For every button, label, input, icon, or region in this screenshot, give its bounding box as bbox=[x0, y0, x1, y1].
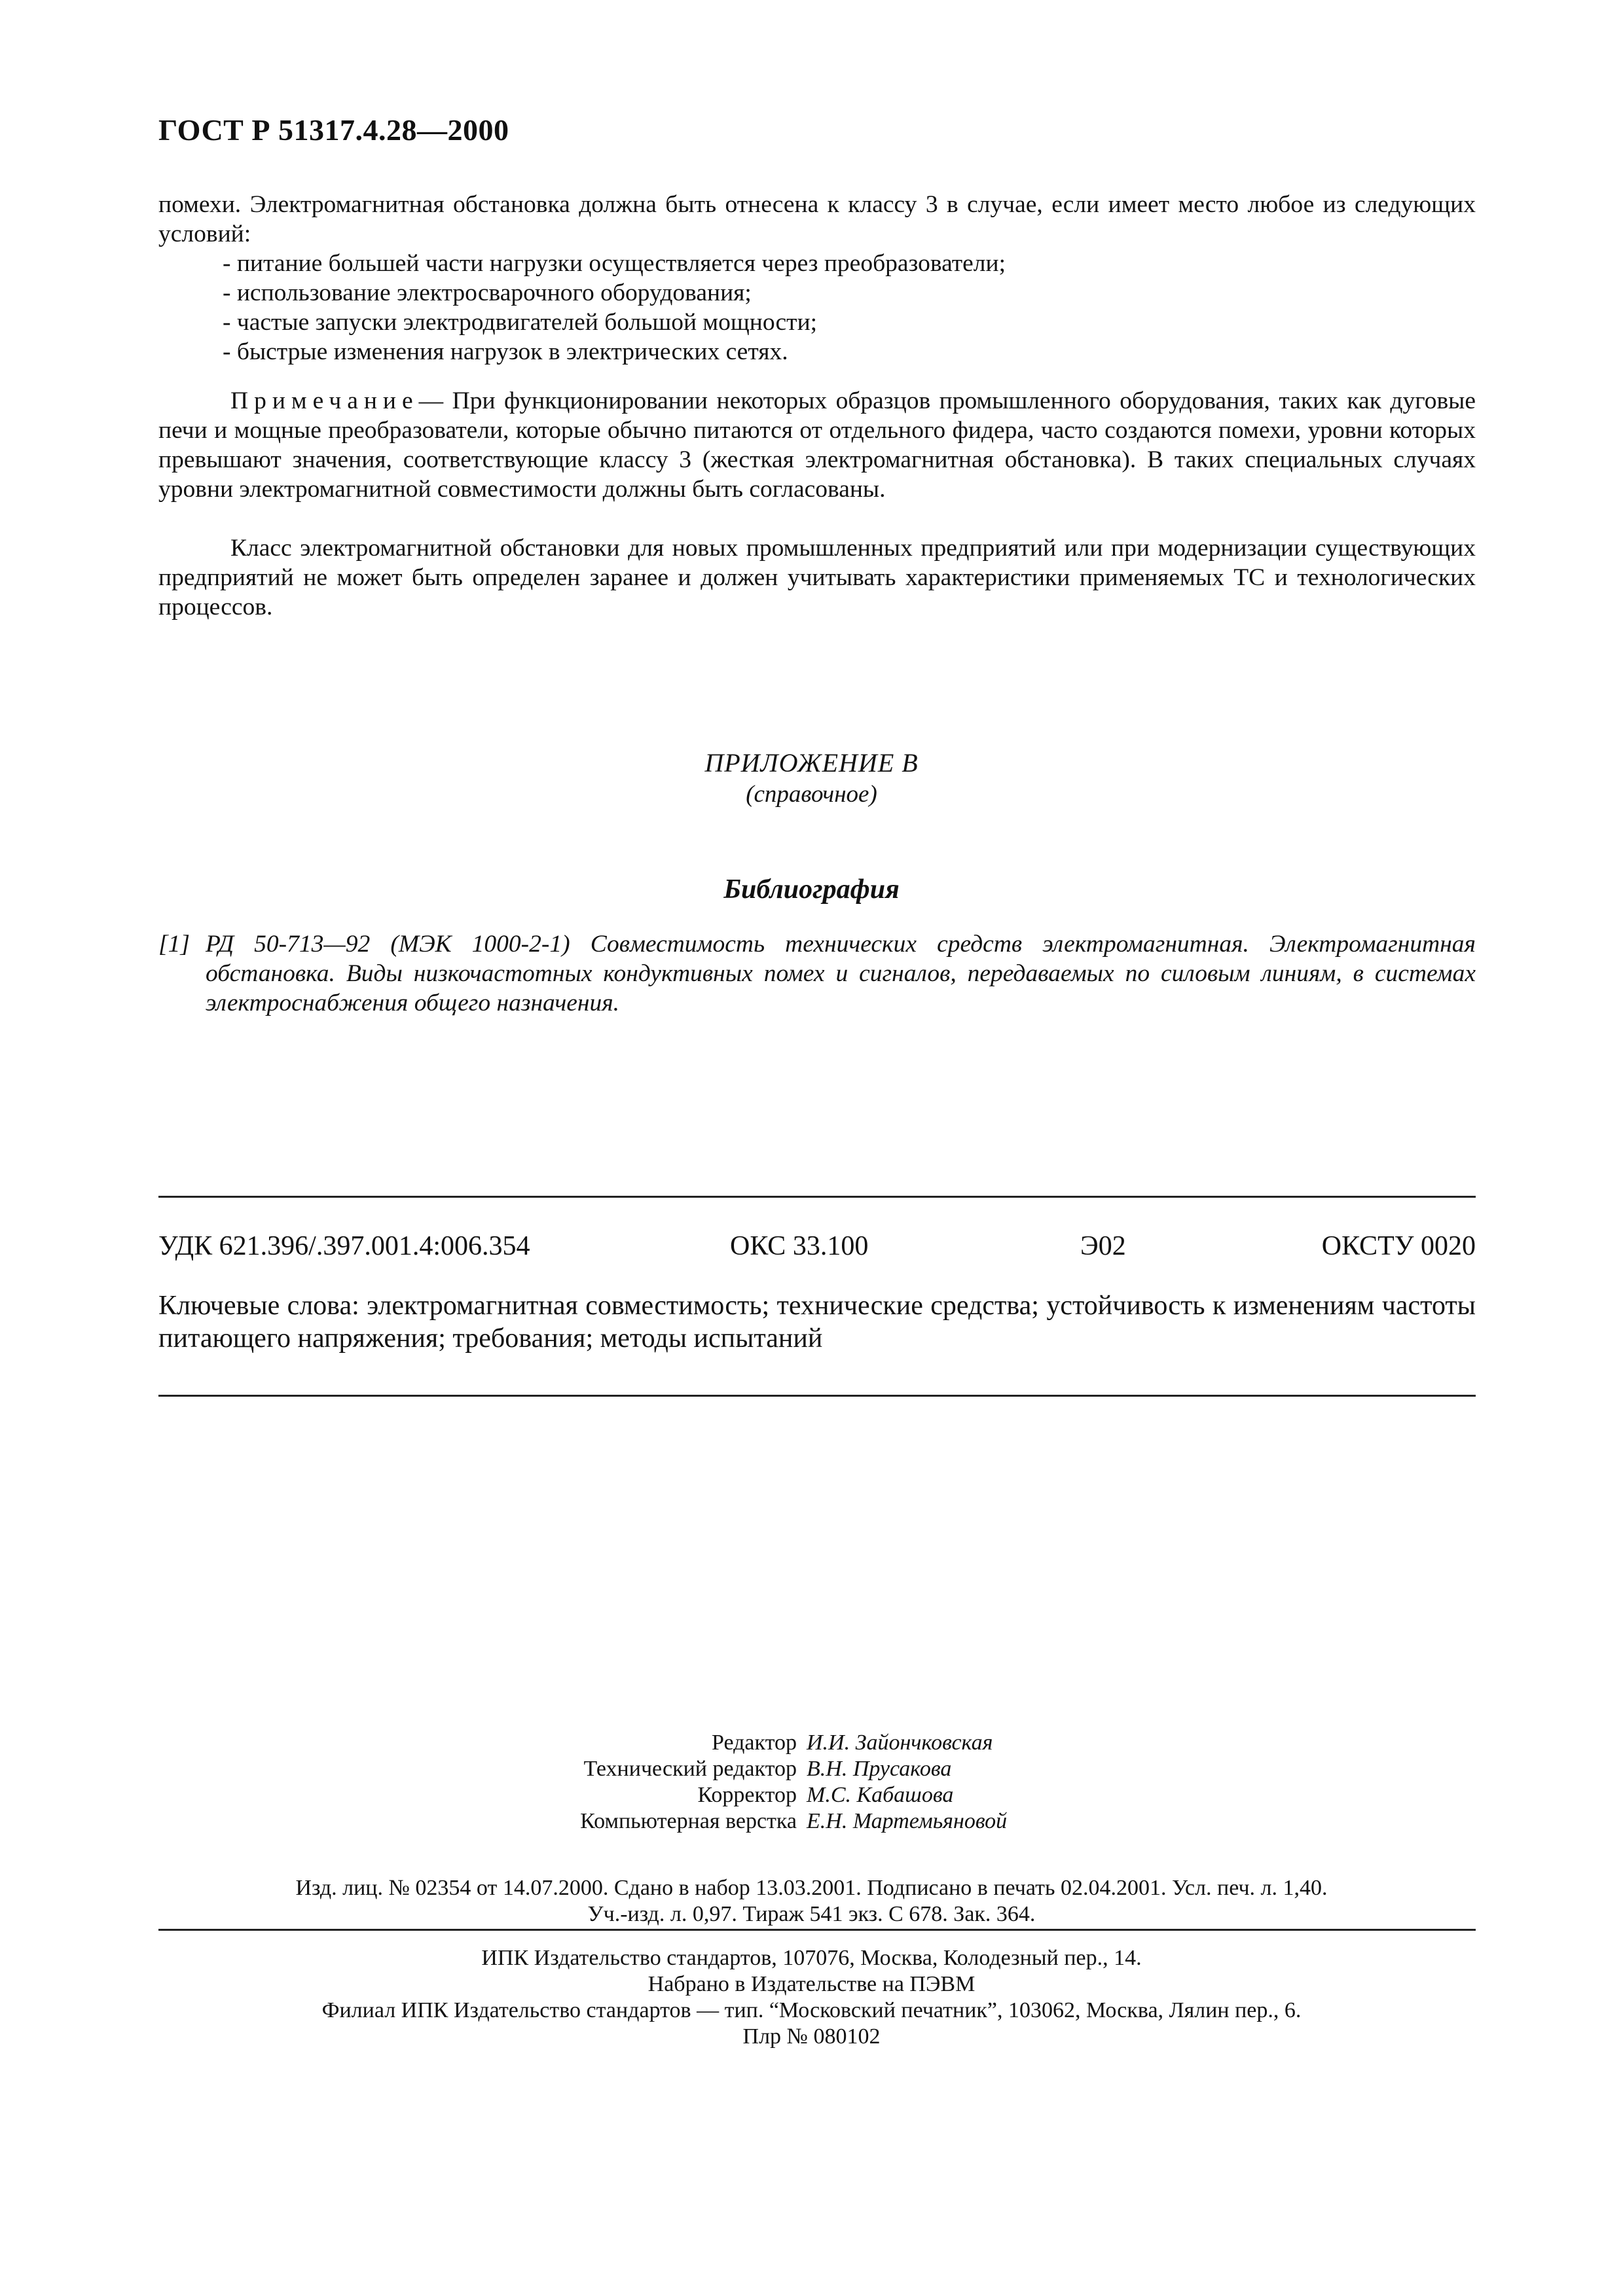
list-item: - питание большей части нагрузки осуществляется через преобразователи; bbox=[223, 250, 1006, 277]
credit-line bbox=[0, 1782, 1623, 1808]
credit-name: М.С. Кабашова bbox=[807, 1783, 954, 1807]
credit-line bbox=[0, 1756, 1623, 1782]
divider bbox=[158, 1196, 1476, 1198]
document-header: ГОСТ Р 51317.4.28—2000 bbox=[158, 113, 509, 147]
bibliography-title: Библиография bbox=[723, 874, 900, 905]
note-label: Примечание bbox=[230, 387, 419, 414]
credit-name: Е.Н. Мартемьяновой bbox=[807, 1809, 1008, 1833]
okstu-code: ОКСТУ 0020 bbox=[1321, 1231, 1476, 1261]
imprint-line: Набрано в Издательстве на ПЭВМ bbox=[647, 1972, 976, 1996]
udk-code: УДК 621.396/.397.001.4:006.354 bbox=[158, 1231, 530, 1261]
credit-role: Компьютерная верстка bbox=[580, 1809, 797, 1833]
divider bbox=[158, 1395, 1476, 1397]
bibliography-item-number: [1] bbox=[158, 931, 190, 958]
credits-block bbox=[0, 1730, 1623, 1835]
list-item: - частые запуски электродвигателей большой мощности; bbox=[223, 309, 818, 336]
conditions-list bbox=[223, 249, 1006, 367]
oks-code: ОКС 33.100 bbox=[730, 1231, 869, 1261]
bibliography-item-text: РД 50-713—92 (МЭК 1000-2-1) Совместимость технических средств электромагнитная. Электромагнитная обстановка. Виды низкочастотных кондуктивных помех и сигналов, передаваемых по силовым линиям, в системах электроснабжения общего назначения. bbox=[206, 931, 1476, 1016]
note-text: — При функционировании некоторых образцов промышленного оборудования, таких как дуговые печи и мощные преобразователи, которые обычно питаются от отдельного фидера, часто создаются помехи, уровни которых превышают значения, соответствующие классу 3 (жесткая электромагнитная обстановка). В таких специальных случаях уровни электромагнитной совместимости должны быть согласованы. bbox=[158, 387, 1476, 503]
publication-info-line: Изд. лиц. № 02354 от 14.07.2000. Сдано в набор 13.03.2001. Подписано в печать 02.04.2001. Усл. печ. л. 1,40. bbox=[295, 1876, 1328, 1900]
credit-role: Технический редактор bbox=[583, 1757, 797, 1781]
imprint-block bbox=[0, 1945, 1623, 2050]
credit-line bbox=[0, 1808, 1623, 1835]
e-code: Э02 bbox=[1080, 1231, 1126, 1261]
note-paragraph bbox=[158, 386, 1476, 504]
credit-name: И.И. Зайончковская bbox=[807, 1731, 993, 1755]
paragraph-class: Класс электромагнитной обстановки для новых промышленных предприятий или при модернизации существующих предприятий не может быть определен заранее и должен учитывать характеристики применяемых ТС и технологических процессов. bbox=[158, 535, 1476, 620]
keywords: Ключевые слова: электромагнитная совместимость; технические средства; устойчивость к изменениям частоты питающего напряжения; требования; методы испытаний bbox=[158, 1291, 1476, 1354]
appendix-subtitle: (справочное) bbox=[746, 781, 877, 808]
list-item: - быстрые изменения нагрузок в электрических сетях. bbox=[223, 338, 788, 365]
list-item: - использование электросварочного оборудования; bbox=[223, 279, 752, 306]
divider bbox=[158, 1929, 1476, 1931]
credit-line bbox=[0, 1730, 1623, 1756]
imprint-line: Плр № 080102 bbox=[742, 2024, 881, 2049]
appendix-title: ПРИЛОЖЕНИЕ В bbox=[704, 748, 919, 778]
credit-name: В.Н. Прусакова bbox=[807, 1757, 952, 1781]
bibliography-item bbox=[158, 929, 1476, 1018]
credit-role: Корректор bbox=[697, 1783, 797, 1807]
imprint-line: ИПК Издательство стандартов, 107076, Москва, Колодезный пер., 14. bbox=[481, 1946, 1142, 1970]
publication-info-line: Уч.-изд. л. 0,97. Тираж 541 экз. С 678. Зак. 364. bbox=[587, 1902, 1036, 1926]
imprint-line: Филиал ИПК Издательство стандартов — тип. “Московский печатник”, 103062, Москва, Лялин пер., 6. bbox=[321, 1998, 1302, 2022]
paragraph-intro: помехи. Электромагнитная обстановка должна быть отнесена к классу 3 в случае, если имеет место любое из следующих условий: bbox=[158, 191, 1476, 247]
credit-role: Редактор bbox=[712, 1731, 797, 1755]
